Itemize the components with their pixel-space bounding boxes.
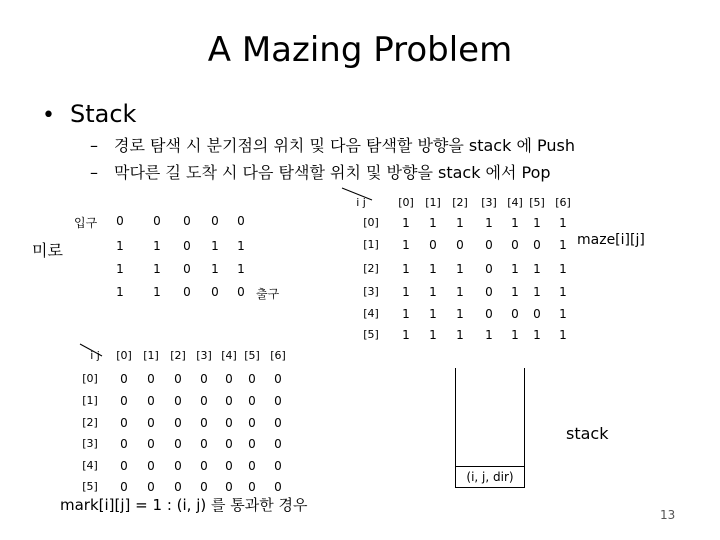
- maze-cell: 1: [429, 216, 437, 230]
- small-maze-cell: 0: [211, 214, 219, 228]
- maze-array-label: maze[i][j]: [577, 232, 645, 248]
- maze-cell: 1: [456, 307, 464, 321]
- bullet-stack: Stack: [70, 100, 137, 128]
- maze-cell: 1: [402, 238, 410, 252]
- mark-cell: 0: [174, 394, 182, 408]
- mark-cell: 0: [274, 480, 282, 494]
- stack-label: stack: [566, 424, 609, 443]
- mark-cell: 0: [147, 437, 155, 451]
- small-maze-cell: 1: [116, 285, 124, 299]
- mark-cell: 0: [147, 394, 155, 408]
- mark-cell: 0: [225, 372, 233, 386]
- maze-cell: 0: [533, 307, 541, 321]
- small-maze-cell: 0: [183, 239, 191, 253]
- small-maze-cell: 1: [153, 239, 161, 253]
- dash-icon: –: [90, 136, 98, 155]
- mark-cell: 0: [274, 437, 282, 451]
- maze-cell: 1: [429, 285, 437, 299]
- mark-cell: 0: [200, 416, 208, 430]
- mark-cell: 0: [200, 459, 208, 473]
- mark-cell: 0: [200, 480, 208, 494]
- maze-cell: 1: [429, 307, 437, 321]
- mark-cell: 0: [225, 480, 233, 494]
- maze-cell: 1: [533, 216, 541, 230]
- mark-cell: 0: [248, 437, 256, 451]
- maze-cell: 1: [429, 328, 437, 342]
- small-maze-cell: 1: [116, 262, 124, 276]
- exit-label: 출구: [256, 287, 280, 301]
- small-maze-cell: 1: [237, 262, 245, 276]
- page-number: 13: [660, 508, 676, 522]
- small-maze-cell: 1: [116, 239, 124, 253]
- sub-bullet-pop-text: 막다른 길 도착 시 다음 탐색할 위치 및 방향을 stack 에서 Pop: [114, 163, 551, 182]
- mark-cell: 0: [248, 416, 256, 430]
- small-maze-cell: 1: [153, 262, 161, 276]
- mark-col-header: [2]: [170, 349, 186, 362]
- maze-row-header: [2]: [363, 262, 379, 275]
- mark-cell: 0: [147, 480, 155, 494]
- maze-cell: 1: [456, 262, 464, 276]
- maze-col-header: [2]: [452, 196, 468, 209]
- maze-cell: 1: [511, 285, 519, 299]
- mark-cell: 0: [147, 416, 155, 430]
- maze-cell: 0: [511, 238, 519, 252]
- mark-cell: 0: [120, 394, 128, 408]
- maze-cell: 1: [511, 328, 519, 342]
- mark-cell: 0: [225, 394, 233, 408]
- maze-cell: 1: [429, 262, 437, 276]
- mark-cell: 0: [174, 372, 182, 386]
- maze-cell: 1: [402, 216, 410, 230]
- maze-cell: 1: [533, 262, 541, 276]
- mark-row-header: [0]: [82, 372, 98, 385]
- mark-cell: 0: [200, 372, 208, 386]
- small-maze-cell: 0: [183, 214, 191, 228]
- mark-cell: 0: [248, 394, 256, 408]
- maze-cell: 1: [511, 262, 519, 276]
- dash-icon: –: [90, 163, 98, 182]
- mark-cell: 0: [174, 459, 182, 473]
- maze-row-header: [3]: [363, 285, 379, 298]
- small-maze-cell: 1: [153, 285, 161, 299]
- maze-cell: 1: [559, 238, 567, 252]
- maze-cell: 1: [402, 328, 410, 342]
- maze-cell: 1: [511, 216, 519, 230]
- maze-col-header: [6]: [555, 196, 571, 209]
- maze-cell: 1: [485, 216, 493, 230]
- mark-caption: mark[i][j] = 1 : (i, j) 를 통과한 경우: [60, 496, 308, 514]
- maze-cell: 1: [402, 307, 410, 321]
- mark-col-header: [3]: [196, 349, 212, 362]
- mark-row-header: [5]: [82, 480, 98, 493]
- maze-cell: 1: [559, 285, 567, 299]
- mark-cell: 0: [147, 372, 155, 386]
- mark-row-header: [2]: [82, 416, 98, 429]
- maze-row-header: [4]: [363, 307, 379, 320]
- sub-bullet-pop: [90, 160, 551, 183]
- small-maze-cell: 0: [237, 214, 245, 228]
- mark-row-header: [4]: [82, 459, 98, 472]
- mark-cell: 0: [274, 394, 282, 408]
- mark-cell: 0: [248, 372, 256, 386]
- maze-cell: 0: [485, 285, 493, 299]
- maze-cell: 1: [533, 328, 541, 342]
- mark-cell: 0: [274, 459, 282, 473]
- maze-cell: 1: [533, 285, 541, 299]
- sub-bullet-push: [90, 133, 575, 156]
- small-maze-cell: 0: [183, 285, 191, 299]
- entrance-label: 입구: [74, 216, 98, 230]
- mark-col-header: [1]: [143, 349, 159, 362]
- maze-col-header: [5]: [529, 196, 545, 209]
- maze-cell: 1: [485, 328, 493, 342]
- small-maze-cell: 1: [211, 239, 219, 253]
- maze-label: 미로: [32, 241, 63, 260]
- stack-item: (i, j, dir): [455, 466, 525, 488]
- mark-cell: 0: [174, 480, 182, 494]
- small-maze-cell: 0: [116, 214, 124, 228]
- slide-title: A Mazing Problem: [207, 30, 513, 70]
- maze-col-header: [1]: [425, 196, 441, 209]
- maze-row-header: [0]: [363, 216, 379, 229]
- maze-cell: 1: [402, 262, 410, 276]
- small-maze-cell: 0: [153, 214, 161, 228]
- small-maze-cell: 0: [183, 262, 191, 276]
- mark-cell: 0: [120, 459, 128, 473]
- maze-cell: 0: [485, 238, 493, 252]
- mark-col-header: [0]: [116, 349, 132, 362]
- mark-col-header: [4]: [221, 349, 237, 362]
- maze-cell: 1: [559, 328, 567, 342]
- mark-cell: 0: [120, 416, 128, 430]
- maze-cell: 0: [456, 238, 464, 252]
- mark-cell: 0: [120, 480, 128, 494]
- maze-cell: 1: [456, 328, 464, 342]
- sub-bullet-push-text: 경로 탐색 시 분기점의 위치 및 다음 탐색할 방향을 stack 에 Push: [114, 136, 575, 155]
- maze-col-header: [0]: [398, 196, 414, 209]
- mark-cell: 0: [174, 437, 182, 451]
- maze-cell: 0: [485, 262, 493, 276]
- mark-cell: 0: [225, 416, 233, 430]
- maze-col-header: [4]: [507, 196, 523, 209]
- mark-cell: 0: [274, 372, 282, 386]
- maze-row-header: [1]: [363, 238, 379, 251]
- mark-col-header: [6]: [270, 349, 286, 362]
- mark-row-header: [1]: [82, 394, 98, 407]
- maze-cell: 1: [402, 285, 410, 299]
- maze-cell: 0: [533, 238, 541, 252]
- bullet-dot-icon: •: [42, 103, 55, 128]
- maze-col-header: [3]: [481, 196, 497, 209]
- maze-cell: 0: [429, 238, 437, 252]
- small-maze-cell: 1: [237, 239, 245, 253]
- mark-row-header: [3]: [82, 437, 98, 450]
- mark-cell: 0: [248, 459, 256, 473]
- mark-cell: 0: [200, 394, 208, 408]
- small-maze-cell: 0: [211, 285, 219, 299]
- maze-corner-label: i j: [356, 196, 366, 209]
- mark-cell: 0: [248, 480, 256, 494]
- mark-col-header: [5]: [244, 349, 260, 362]
- mark-cell: 0: [274, 416, 282, 430]
- small-maze-cell: 0: [237, 285, 245, 299]
- maze-cell: 0: [511, 307, 519, 321]
- maze-row-header: [5]: [363, 328, 379, 341]
- small-maze-cell: 1: [211, 262, 219, 276]
- maze-cell: 1: [559, 216, 567, 230]
- mark-cell: 0: [200, 437, 208, 451]
- mark-cell: 0: [174, 416, 182, 430]
- mark-cell: 0: [120, 372, 128, 386]
- maze-cell: 1: [456, 285, 464, 299]
- maze-cell: 1: [559, 262, 567, 276]
- maze-cell: 0: [485, 307, 493, 321]
- maze-cell: 1: [456, 216, 464, 230]
- mark-cell: 0: [225, 459, 233, 473]
- mark-cell: 0: [225, 437, 233, 451]
- mark-cell: 0: [120, 437, 128, 451]
- mark-cell: 0: [147, 459, 155, 473]
- mark-corner-label: i j: [90, 349, 100, 362]
- maze-cell: 1: [559, 307, 567, 321]
